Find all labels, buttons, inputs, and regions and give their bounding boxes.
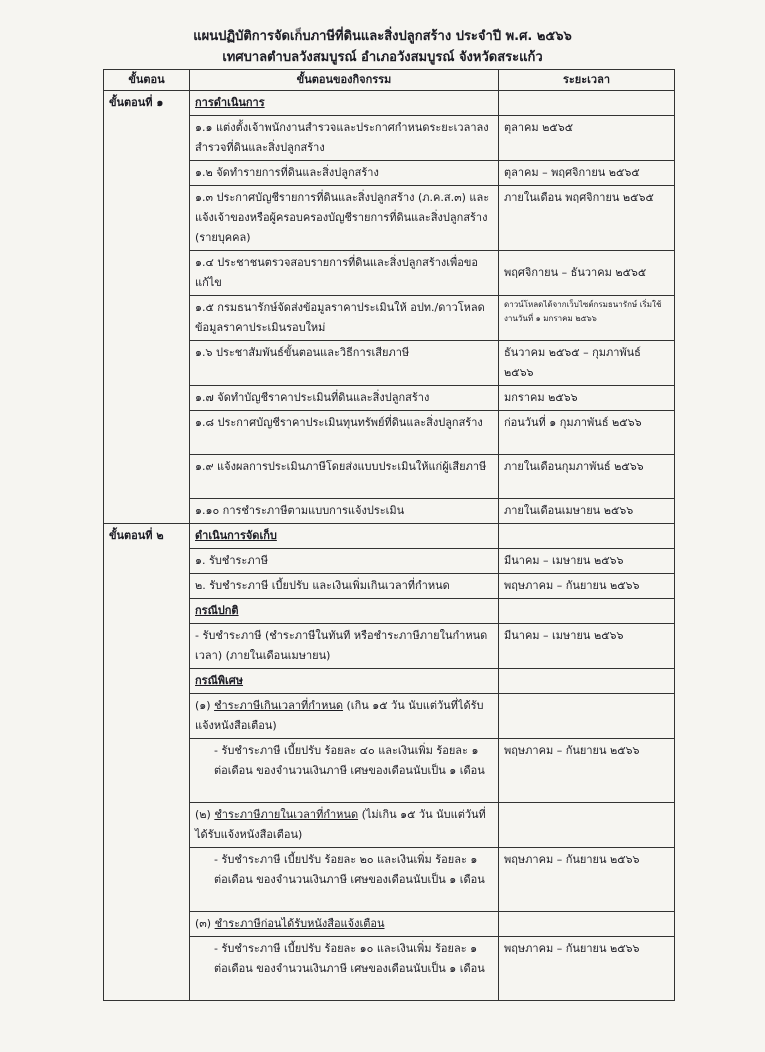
case1-header [190, 694, 499, 739]
table-row [104, 499, 675, 524]
document-title: แผนปฏิบัติการจัดเก็บภาษีที่ดินและสิ่งปลูกสร้าง ประจำปี พ.ศ. ๒๕๖๖ [193, 29, 572, 44]
case2-note: (ไม่เกิน ๑๕ วัน นับแต่วันที่ได้รับแจ้งหนังสือเตือน) [195, 808, 486, 841]
table-row [104, 599, 675, 624]
normal-case-period: มีนาคม – เมษายน ๒๕๖๖ [499, 624, 675, 669]
period-2-2: พฤษภาคม – กันยายน ๒๕๖๖ [499, 574, 675, 599]
case1-period: พฤษภาคม – กันยายน ๒๕๖๖ [499, 739, 675, 803]
normal-case-text: - รับชำระภาษี (ชำระภาษีในทันที หรือชำระภาษีภายในกำหนดเวลา) (ภายในเดือนเมษายน) [190, 624, 499, 669]
document-subtitle: เทศบาลตำบลวังสมบูรณ์ อำเภอวังสมบูรณ์ จังหวัดสระแก้ว [222, 50, 543, 65]
period-1-7: มกราคม ๒๕๖๖ [499, 386, 675, 411]
header-activity: ขั้นตอนของกิจกรรม [190, 70, 499, 91]
case1-prefix: (๑) [195, 699, 211, 712]
case3-period: พฤษภาคม – กันยายน ๒๕๖๖ [499, 937, 675, 1001]
case2-period: พฤษภาคม – กันยายน ๒๕๖๖ [499, 848, 675, 912]
normal-case-heading: กรณีปกติ [190, 599, 499, 624]
case1-title: ชำระภาษีเกินเวลาที่กำหนด [214, 699, 344, 712]
special-case-heading: กรณีพิเศษ [190, 669, 499, 694]
activity-1-5: ๑.๕ กรมธนารักษ์จัดส่งข้อมูลราคาประเมินให้ อปท./ดาวโหลดข้อมูลราคาประเมินรอบใหม่ [190, 296, 499, 341]
case2-title: ชำระภาษีภายในเวลาที่กำหนด [214, 808, 359, 821]
activity-2-2: ๒. รับชำระภาษี เบี้ยปรับ และเงินเพิ่มเกินเวลาที่กำหนด [190, 574, 499, 599]
period-1-5: ดาวน์โหลดได้จากเว็บไซต์กรมธนารักษ์ เริ่มใช้งานวันที่ ๑ มกราคม ๒๕๖๖ [499, 296, 675, 341]
table-row [104, 186, 675, 251]
case2-header [190, 803, 499, 848]
activity-1-7: ๑.๗ จัดทำบัญชีราคาประเมินที่ดินและสิ่งปลูกสร้าง [190, 386, 499, 411]
case1-text: - รับชำระภาษี เบี้ยปรับ ร้อยละ ๔๐ และเงินเพิ่ม ร้อยละ ๑ ต่อเดือน ของจำนวนเงินภาษี เศษของเดือนนับเป็น ๑ เดือน [190, 739, 499, 803]
period-1-9: ภายในเดือนกุมภาพันธ์ ๒๕๖๖ [499, 455, 675, 499]
period-1-2: ตุลาคม – พฤศจิกายน ๒๕๖๕ [499, 161, 675, 186]
table-row [104, 455, 675, 499]
period-2-1: มีนาคม – เมษายน ๒๕๖๖ [499, 549, 675, 574]
period-1-10: ภายในเดือนเมษายน ๒๕๖๖ [499, 499, 675, 524]
table-row [104, 116, 675, 161]
table-row [104, 161, 675, 186]
case3-prefix: (๓) [195, 917, 212, 930]
step2-label: ขั้นตอนที่ ๒ [104, 524, 190, 549]
table-row [104, 411, 675, 455]
period-1-1: ตุลาคม ๒๕๖๕ [499, 116, 675, 161]
case3-title: ชำระภาษีก่อนได้รับหนังสือแจ้งเตือน [214, 917, 385, 930]
activity-1-2: ๑.๒ จัดทำรายการที่ดินและสิ่งปลูกสร้าง [190, 161, 499, 186]
table-row [104, 912, 675, 937]
step1-label: ขั้นตอนที่ ๑ [104, 91, 190, 116]
period-1-3: ภายในเดือน พฤศจิกายน ๒๕๖๕ [499, 186, 675, 251]
table-row [104, 624, 675, 669]
table-row [104, 296, 675, 341]
step2-heading: ดำเนินการจัดเก็บ [190, 524, 499, 549]
case1-note: (เกิน ๑๕ วัน นับแต่วันที่ได้รับแจ้งหนังสือเตือน) [195, 699, 484, 732]
table-row [104, 91, 675, 116]
table-row [104, 848, 675, 912]
table-row [104, 386, 675, 411]
case3-text: - รับชำระภาษี เบี้ยปรับ ร้อยละ ๑๐ และเงินเพิ่ม ร้อยละ ๑ ต่อเดือน ของจำนวนเงินภาษี เศษของเดือนนับเป็น ๑ เดือน [190, 937, 499, 1001]
header-period: ระยะเวลา [499, 70, 675, 91]
case3-header [190, 912, 499, 937]
activity-1-9: ๑.๙ แจ้งผลการประเมินภาษีโดยส่งแบบประเมินให้แก่ผู้เสียภาษี [190, 455, 499, 499]
period-1-8: ก่อนวันที่ ๑ กุมภาพันธ์ ๒๕๖๖ [499, 411, 675, 455]
activity-1-8: ๑.๘ ประกาศบัญชีราคาประเมินทุนทรัพย์ที่ดินและสิ่งปลูกสร้าง [190, 411, 499, 455]
table-row [104, 739, 675, 803]
header-step: ขั้นตอน [104, 70, 190, 91]
tax-plan-table [103, 69, 675, 1001]
case2-text: - รับชำระภาษี เบี้ยปรับ ร้อยละ ๒๐ และเงินเพิ่ม ร้อยละ ๑ ต่อเดือน ของจำนวนเงินภาษี เศษของเดือนนับเป็น ๑ เดือน [190, 848, 499, 912]
table-row [104, 803, 675, 848]
table-row [104, 524, 675, 549]
activity-1-4: ๑.๔ ประชาชนตรวจสอบรายการที่ดินและสิ่งปลูกสร้างเพื่อขอแก้ไข [190, 251, 499, 296]
activity-1-3: ๑.๓ ประกาศบัญชีรายการที่ดินและสิ่งปลูกสร้าง (ภ.ค.ส.๓) และแจ้งเจ้าของหรือผู้ครอบครองบัญชีรายการที่ดินและสิ่งปลูกสร้าง (รายบุคคล) [190, 186, 499, 251]
case2-prefix: (๒) [195, 808, 211, 821]
step1-heading: การดำเนินการ [190, 91, 499, 116]
table-row [104, 341, 675, 386]
table-row [104, 937, 675, 1001]
activity-1-1: ๑.๑ แต่งตั้งเจ้าพนักงานสำรวจและประกาศกำหนดระยะเวลาลงสำรวจที่ดินและสิ่งปลูกสร้าง [190, 116, 499, 161]
empty-cell [499, 91, 675, 116]
table-row [104, 251, 675, 296]
table-row [104, 669, 675, 694]
table-row [104, 549, 675, 574]
table-header-row [104, 70, 675, 91]
activity-1-6: ๑.๖ ประชาสัมพันธ์ขั้นตอนและวิธีการเสียภาษี [190, 341, 499, 386]
table-row [104, 574, 675, 599]
activity-1-10: ๑.๑๐ การชำระภาษีตามแบบการแจ้งประเมิน [190, 499, 499, 524]
period-1-4: พฤศจิกายน – ธันวาคม ๒๕๖๕ [499, 251, 675, 296]
period-1-6: ธันวาคม ๒๕๖๕ – กุมภาพันธ์ ๒๕๖๖ [499, 341, 675, 386]
activity-2-1: ๑. รับชำระภาษี [190, 549, 499, 574]
table-row [104, 694, 675, 739]
